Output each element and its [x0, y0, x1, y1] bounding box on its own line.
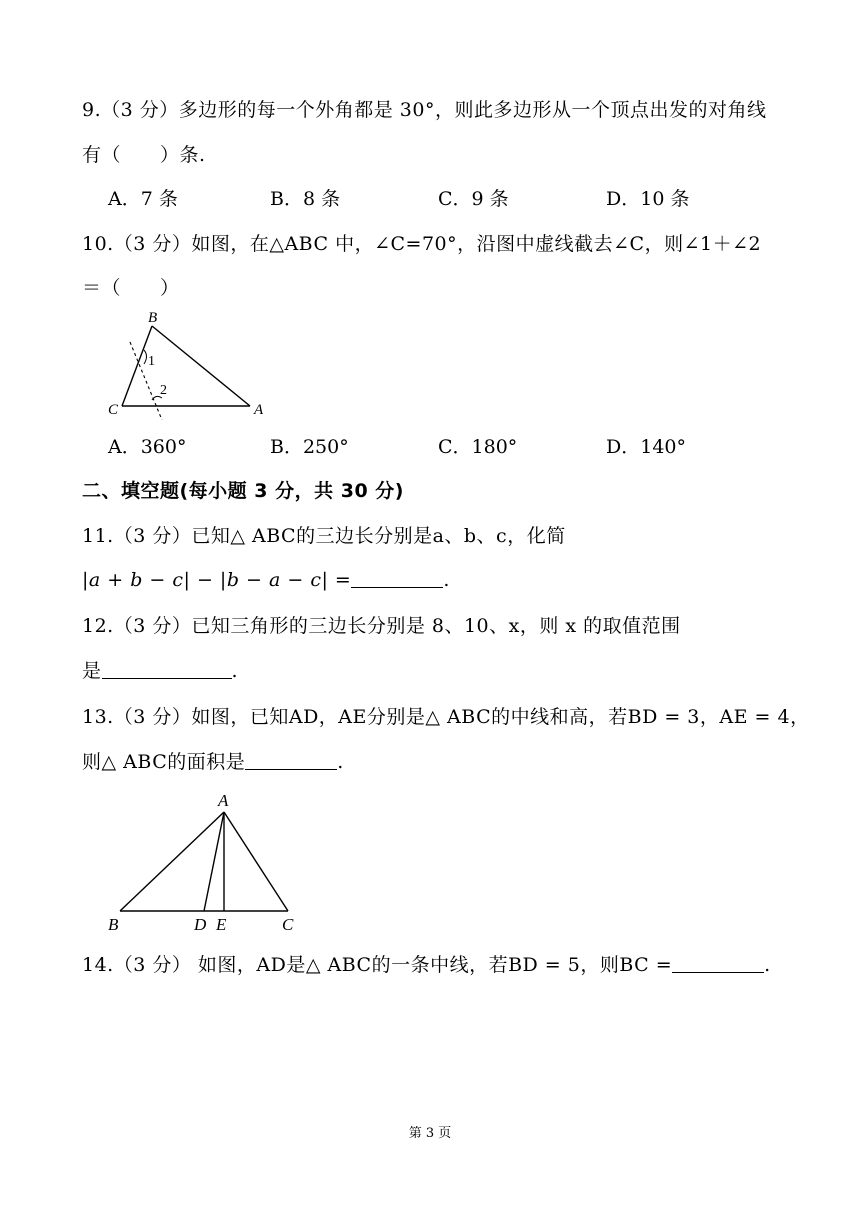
q13-label-a: A	[218, 791, 229, 810]
q11-stem-line2	[82, 567, 450, 593]
q10-angle1-arc	[144, 350, 147, 364]
q13-stem-line1: 13.（3 分）如图，已知AD，AE分别是△ ABC的中线和高，若BD = 3，AE = 4，	[82, 706, 810, 728]
page-number: 第 3 页	[408, 1126, 452, 1141]
q13-label-d: D	[194, 915, 207, 934]
q13-prefix: 则△ ABC的面积是	[82, 751, 246, 773]
q10-option-a: A．360°	[108, 436, 187, 458]
q10-option-d: D．140°	[606, 436, 686, 458]
q13-side-ab	[120, 812, 224, 911]
q10-label-angle2: 2	[160, 383, 167, 398]
q13-stem-line2	[82, 749, 344, 775]
q9-option-a: A．7 条	[108, 188, 178, 210]
q10-label-angle1: 1	[148, 354, 155, 369]
q13-label-b: B	[108, 915, 119, 934]
q13-period: .	[337, 751, 344, 773]
q12-stem-line1: 12.（3 分）已知三角形的三边长分别是 8、10、x，则 x 的取值范围	[82, 615, 681, 637]
q13-triangle-figure	[100, 786, 310, 936]
q10-option-b: B．250°	[270, 436, 349, 458]
q14-text: 14.（3 分） 如图，AD是△ ABC的一条中线，若BD = 5，则BC =	[82, 954, 673, 976]
q12-stem-line2	[82, 658, 238, 684]
q9-option-c: C．9 条	[438, 188, 509, 210]
q10-option-c: C．180°	[438, 436, 518, 458]
q9-option-b: B．8 条	[270, 188, 341, 210]
q12-answer-blank	[102, 658, 232, 679]
q13-median-ad	[204, 812, 224, 911]
q11-expression: |a + b − c| − |b − a − c| =	[82, 569, 352, 591]
q14-answer-blank	[672, 952, 764, 973]
q13-label-e: E	[216, 915, 227, 934]
q14-period: .	[764, 954, 771, 976]
q12-period: .	[231, 660, 239, 682]
q13-side-ac	[224, 812, 288, 911]
q11-period: .	[443, 569, 450, 591]
q14-stem	[82, 952, 771, 978]
q11-stem-line1: 11.（3 分）已知△ ABC的三边长分别是a、b、c，化简	[82, 525, 566, 547]
q13-answer-blank	[245, 749, 337, 770]
q12-prefix: 是	[82, 660, 102, 682]
q9-stem-line2: 有（ ）条.	[82, 144, 206, 166]
q9-stem-line1: 9.（3 分）多边形的每一个外角都是 30°，则此多边形从一个顶点出发的对角线	[82, 99, 767, 121]
q10-triangle-figure	[100, 308, 280, 420]
section-2-heading: 二、填空题(每小题 3 分，共 30 分)	[82, 480, 404, 502]
q10-stem-line2: ＝（ ）	[82, 277, 180, 299]
q11-answer-blank	[351, 567, 443, 588]
q13-label-c: C	[282, 915, 294, 934]
q10-label-c: C	[108, 402, 119, 418]
q9-option-d: D．10 条	[606, 188, 690, 210]
q10-label-a: A	[254, 402, 264, 418]
q10-stem-line1: 10.（3 分）如图，在△ABC 中，∠C=70°，沿图中虚线截去∠C，则∠1＋∠2	[82, 233, 762, 255]
q10-label-b: B	[148, 310, 158, 326]
